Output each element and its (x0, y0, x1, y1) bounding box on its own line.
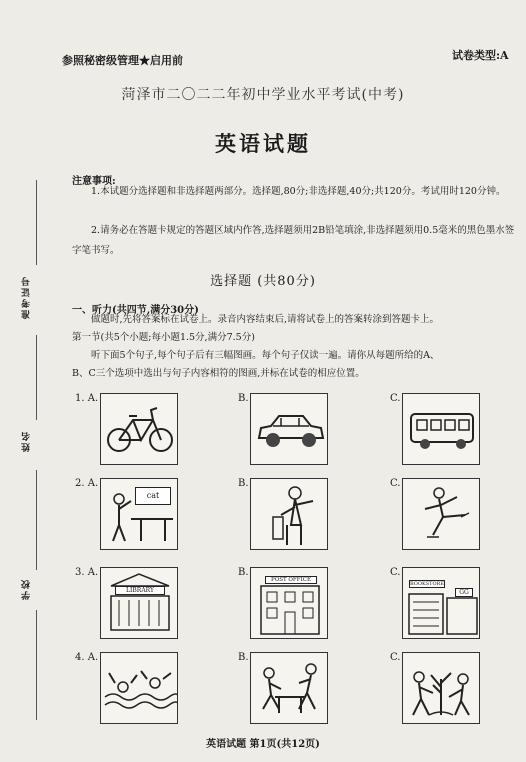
swimmers-icon (101, 653, 178, 724)
q2-b-label: B. (238, 478, 249, 489)
library-building-icon (101, 568, 178, 639)
q2-c-label: C. (390, 478, 401, 489)
part1-heading: 第一节(共5个小题;每小题1.5分,满分7.5分) (72, 332, 255, 343)
q4-option-b-table-tennis-picture (250, 652, 328, 724)
q3-label: 3. A. (75, 567, 99, 578)
q3-b-label: B. (238, 567, 249, 578)
q1-c-label: C. (390, 393, 401, 404)
bookstore-sign: BOOKSTORE (410, 581, 444, 587)
listening-instructions (72, 311, 518, 383)
part1-instruction-2: B、C三个选项中选出与句子内容相符的图画,并标在试卷的相应位置。 (72, 368, 365, 379)
binding-line (36, 180, 37, 265)
shop-sign: GG (455, 588, 473, 597)
q4-option-c-tree-planting-picture (402, 652, 480, 724)
binding-line (36, 335, 37, 420)
q2-label: 2. A. (75, 478, 99, 489)
q2-option-b-woman-picture (250, 478, 328, 550)
q1-option-a-bicycle-picture (100, 393, 178, 465)
exam-title: 菏泽市二〇二二年初中学业水平考试(中考) (121, 87, 405, 103)
tree-planting-icon (403, 653, 480, 724)
bus-icon (403, 394, 480, 465)
q3-option-c-bookstore-picture (402, 567, 480, 639)
binding-line (36, 470, 37, 570)
notice-item-1: 1.本试题分选择题和非选择题两部分。选择题,80分;非选择题,40分;共120分。考试用时120分钟。 (91, 186, 506, 197)
part1-instruction-1: 听下面5个句子,每个句子后有三幅图画。每个句子仅读一遍。请你从每题所给的A、 (91, 350, 440, 361)
library-sign: LIBRARY (115, 586, 165, 595)
exam-no-label: 准考证号 (22, 275, 32, 319)
post-office-sign: POST OFFICE (265, 576, 317, 584)
binding-line (36, 610, 37, 720)
section-title: 选择题 (共80分) (210, 274, 316, 289)
q4-c-label: C. (390, 652, 401, 663)
q1-label: 1. A. (75, 393, 99, 404)
q4-option-a-swimming-picture (100, 652, 178, 724)
skater-icon (403, 479, 480, 550)
q1-option-b-car-picture (250, 393, 328, 465)
car-icon (251, 394, 328, 465)
table-tennis-icon (251, 653, 328, 724)
notice-heading: 注意事项: (72, 176, 116, 187)
secrecy-label: 参照秘密级管理★启用前 (62, 54, 183, 67)
listening-heading: 一、听力(共四节,满分30分) (72, 305, 199, 316)
page-footer: 英语试题 第1页(共12页) (206, 739, 320, 750)
listening-intro: 做题时,先将答案标在试卷上。录音内容结束后,请将试卷上的答案转涂到答题卡上。 (91, 314, 440, 325)
school-label: 学校 (22, 578, 32, 600)
q4-b-label: B. (238, 652, 249, 663)
paper-type-label: 试卷类型:A (452, 49, 509, 62)
name-label: 姓名 (22, 430, 32, 452)
q2-option-c-skater-picture (402, 478, 480, 550)
subject-title: 英语试题 (215, 131, 311, 156)
bookstore-building-icon (403, 568, 480, 639)
notice-item-2: 2.请务必在答题卡规定的答题区域内作答,选择题须用2B铅笔填涂,非选择题须用0.5毫米的黑色墨水签字笔书写。 (72, 225, 515, 256)
q3-c-label: C. (390, 567, 401, 578)
q3-option-a-library-picture (100, 567, 178, 639)
blackboard: cat (135, 487, 171, 505)
q3-option-b-post-office-picture (250, 567, 328, 639)
q4-label: 4. A. (75, 652, 99, 663)
q1-option-c-bus-picture (402, 393, 480, 465)
woman-icon (251, 479, 328, 550)
q1-b-label: B. (238, 393, 249, 404)
bicycle-icon (101, 394, 178, 465)
q2-option-a-classroom-picture (100, 478, 178, 550)
